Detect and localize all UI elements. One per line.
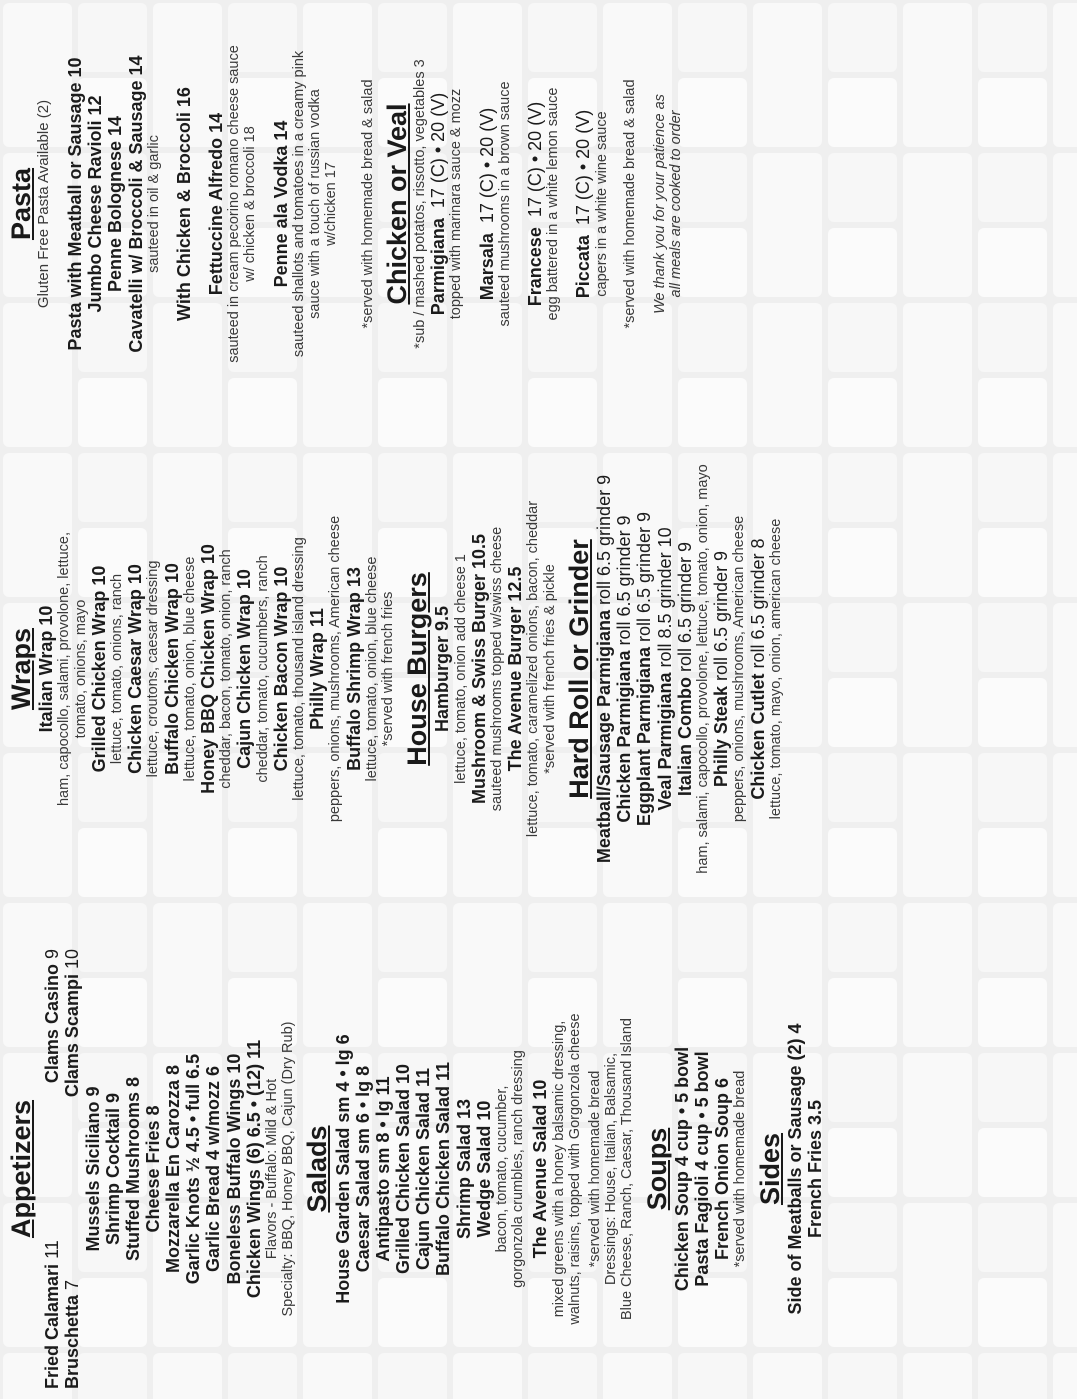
pasta-desc: sauteed in cream pecorino romano cheese sauce: [226, 45, 243, 363]
grinder-desc: peppers, onions, mushrooms, American cheese: [731, 515, 748, 823]
chicken-veal-desc: sauteed mushrooms in a brown sauce: [496, 81, 513, 327]
pasta-desc: w/chicken 17: [323, 162, 340, 246]
chicken-veal-desc: capers in a white wine sauce: [593, 111, 610, 297]
appetizer-item: Boneless Buffalo Wings 10: [223, 1053, 244, 1285]
salad-item: House Garden Salad sm 4 • lg 6: [332, 1034, 353, 1304]
clams-scampi: Clams Scampi: [62, 974, 83, 1098]
salad-item: Buffalo Chicken Salad 11: [433, 1061, 454, 1277]
pasta-item: With Chicken & Broccoli 16: [173, 87, 194, 321]
wrap-desc: ham, capocollo, salami, provolone, lettuce,: [56, 531, 73, 807]
pasta-item: Cavatelli w/ Broccoli & Sausage 14: [125, 55, 146, 353]
pasta-desc: sauteed in oil & garlic: [145, 135, 162, 273]
grinder-desc: lettuce, tomato, mayo, onion, american cheese: [767, 518, 784, 820]
bruschetta: Bruschetta: [62, 1294, 83, 1389]
wrap-item: Buffalo Chicken Wrap 10: [161, 563, 182, 775]
burger-item: Hamburger 9.5: [432, 605, 453, 733]
soup-item: Pasta Fagioli 4 cup • 5 bowl: [692, 1051, 713, 1287]
chicken-veal-heading: Chicken or Veal: [381, 103, 412, 305]
appetizer-item: Mozzarella En Carozza 8: [163, 1064, 184, 1274]
appetizer-item: Garlic Bread 4 w/mozz 6: [203, 1065, 224, 1273]
grinder-item: Italian Combo roll 6.5 grinder 9: [674, 541, 695, 797]
burger-desc: lettuce, tomato, onion add cheese 1: [452, 554, 469, 784]
fried-calamari: Fried Calamari: [42, 1263, 63, 1389]
grinder-desc: ham, salami, capocollo, provolone, lettuce, tomato, onion, mayo: [694, 464, 711, 874]
grinder-item: Meatball/Sausage Parmigiana roll 6.5 grinder 9: [594, 474, 615, 864]
salad-item: Cajun Chicken Salad 11: [413, 1067, 434, 1271]
chicken-veal-sub-note: *sub / mashed potatos, rissotto, vegetables 3: [412, 59, 428, 349]
chicken-veal-item: Piccata 17 (C) • 20 (V): [573, 109, 594, 299]
wrap-item: Cajun Chicken Wrap 10: [234, 569, 255, 769]
salad-item: Shrimp Salad 13: [453, 1098, 474, 1240]
column-middle: [0, 409, 1077, 929]
pasta-item: Pasta with Meatball or Sausage 10: [65, 57, 86, 351]
sides-heading: Sides: [754, 1132, 785, 1206]
chicken-veal-note: *served with homemade bread & salad: [621, 79, 638, 329]
grinder-item: Veal Parmigiana roll 8.5 grinder 10: [654, 527, 675, 811]
wrap-item: Philly Wrap 11: [307, 608, 328, 730]
burger-desc: sauteed mushrooms topped w/swiss cheese: [489, 526, 505, 812]
appetizer-item: Garlic Knots ½ 4.5 • full 6.5: [183, 1053, 204, 1285]
thank-you-note: We thank you for your patience as: [652, 94, 669, 314]
side-item: Side of Meatballs or Sausage (2) 4: [784, 1023, 805, 1315]
wraps-heading: Wraps: [6, 627, 36, 711]
appetizer-row-2: Bruschetta 7 Clams Scampi 10: [62, 949, 83, 1389]
side-item: French Fries 3.5: [805, 1099, 826, 1239]
grinder-item: Chicken Parmigiana roll 6.5 grinder 9: [614, 515, 635, 823]
wrap-item: Buffalo Shrimp Wrap 13: [343, 567, 364, 771]
column-right: [0, 9, 1077, 399]
appetizer-item: Chicken Wings (6) 6.5 • (12) 11: [243, 1039, 264, 1299]
burgers-heading: House Burgers: [402, 572, 433, 766]
avenue-desc: walnuts, raisins, topped with Gorgonzola cheese: [566, 1013, 583, 1325]
wing-specialty: Specialty: BBQ, Honey BBQ, Cajun (Dry Rub): [280, 1021, 297, 1317]
burgers-note: *served with french fries & pickle: [541, 564, 558, 774]
pasta-item: Penne ala Vodka 14: [270, 120, 291, 288]
grinder-heading: Hard Roll or Grinder: [563, 539, 594, 799]
wrap-item: Grilled Chicken Wrap 10: [88, 565, 109, 773]
burger-item: The Avenue Burger 12.5: [505, 566, 526, 772]
wedge-desc: bacon, tomato, cucumber,: [493, 1085, 510, 1253]
soups-heading: Soups: [641, 1127, 672, 1211]
salads-heading: Salads: [302, 1125, 333, 1213]
appetizers-heading: Appetizers: [6, 1099, 36, 1239]
chicken-veal-item: Parmigiana 17 (C) • 20 (V): [428, 92, 449, 316]
wrap-desc: lettuce, tomato, onion, blue cheese: [363, 556, 380, 782]
wrap-item: Chicken Bacon Wrap 10: [270, 566, 291, 772]
pasta-desc: sauce with a touch of russian vodka: [307, 89, 324, 319]
salad-item: Antipasto sm 8 • lg 11: [372, 1076, 393, 1262]
pasta-desc: sauteed shallots and tomatoes in a creamy pink: [290, 50, 307, 358]
wrap-item: Chicken Caesar Wrap 10: [125, 564, 146, 774]
pasta-desc: w/ chicken & broccoli 18: [242, 126, 259, 282]
appetizer-item: Cheese Fries 8: [143, 1105, 164, 1233]
column-left: [0, 949, 1077, 1389]
wrap-desc: lettuce, tomato, onion, blue cheese: [181, 556, 198, 782]
chicken-veal-desc: topped with marinara sauce & mozz: [448, 88, 465, 320]
pasta-heading: Pasta: [6, 167, 36, 241]
wing-flavors: Flavors - Buffalo: Mild & Hot: [263, 1078, 280, 1260]
grinder-item: Eggplant Parmigiana roll 6.5 grinder 9: [634, 511, 655, 827]
appetizer-item: Shrimp Cocktail 9: [102, 1092, 123, 1246]
avenue-salad: The Avenue Salad 10: [530, 1079, 551, 1259]
grinder-item: Philly Steak roll 6.5 grinder 9: [711, 550, 732, 788]
chicken-veal-desc: egg battered in a white lemon sauce: [545, 87, 562, 321]
appetizer-item: Stuffed Mushrooms 8: [122, 1077, 143, 1262]
soup-item: Chicken Soup 4 cup • 5 bowl: [671, 1046, 692, 1292]
wrap-desc: lettuce, tomato, thousand island dressing: [290, 537, 307, 801]
dressings: Dressings: House, Italian, Balsamic,: [603, 1052, 620, 1286]
salad-item: Caesar Salad sm 6 • lg 8: [352, 1065, 373, 1273]
pasta-subtitle: Gluten Free Pasta Available (2): [35, 99, 53, 309]
soups-note: *served with homemade bread: [732, 1070, 749, 1268]
wedge-desc: gorgonzola crumbles, ranch dressing: [510, 1050, 527, 1288]
wrap-desc: cheddar, tomato, cucumbers, ranch: [254, 555, 271, 783]
salads-note: *served with homemade bread: [587, 1070, 603, 1268]
wrap-item: Honey BBQ Chicken Wrap 10: [198, 544, 219, 794]
salad-item: Grilled Chicken Salad 10: [393, 1063, 414, 1275]
pasta-item: Fettuccine Alfredo 14: [206, 112, 227, 296]
appetizer-row-1: Fried Calamari 11 Clams Casino 9: [42, 949, 63, 1389]
burger-desc: lettuce, tomato, caramelized onions, bacon, cheddar: [525, 500, 542, 838]
pasta-item: Jumbo Cheese Ravioli 12: [85, 95, 106, 313]
wrap-desc: lettuce, croutons, caesar dressing: [145, 560, 162, 778]
burger-item: Mushroom & Swiss Burger 10.5: [468, 533, 489, 805]
wedge-salad: Wedge Salad 10: [473, 1100, 494, 1238]
dressings: Blue Cheese, Ranch, Caesar, Thousand Island: [619, 1018, 636, 1321]
wraps-note: *served with french fries: [379, 591, 396, 747]
clams-casino: Clams Casino: [42, 964, 63, 1084]
chicken-veal-item: Francese 17 (C) • 20 (V): [525, 101, 546, 307]
chicken-veal-item: Marsala 17 (C) • 20 (V): [476, 107, 497, 301]
wrap-desc: lettuce, tomato, onions, ranch: [109, 573, 126, 765]
wrap-item: Italian Wrap 10: [36, 605, 57, 733]
grinder-item: Chicken Cutlet roll 6.5 grinder 8: [747, 538, 768, 800]
soup-item: French Onion Soup 6: [712, 1078, 733, 1261]
wrap-desc: cheddar, bacon, tomato, onion, ranch: [218, 549, 235, 789]
pasta-item: Penne Bolognese 14: [105, 115, 126, 293]
thank-you-note: all meals are cooked to order: [668, 110, 685, 298]
pasta-note: *served with homemade bread & salad: [359, 79, 376, 329]
appetizer-item: Mussels Siciliano 9: [82, 1086, 103, 1252]
wrap-desc: tomato, onions, mayo: [72, 599, 89, 739]
avenue-desc: mixed greens with a honey balsamic dressing,: [550, 1020, 567, 1318]
wrap-desc: peppers, onions, mushrooms, American cheese: [327, 515, 344, 823]
